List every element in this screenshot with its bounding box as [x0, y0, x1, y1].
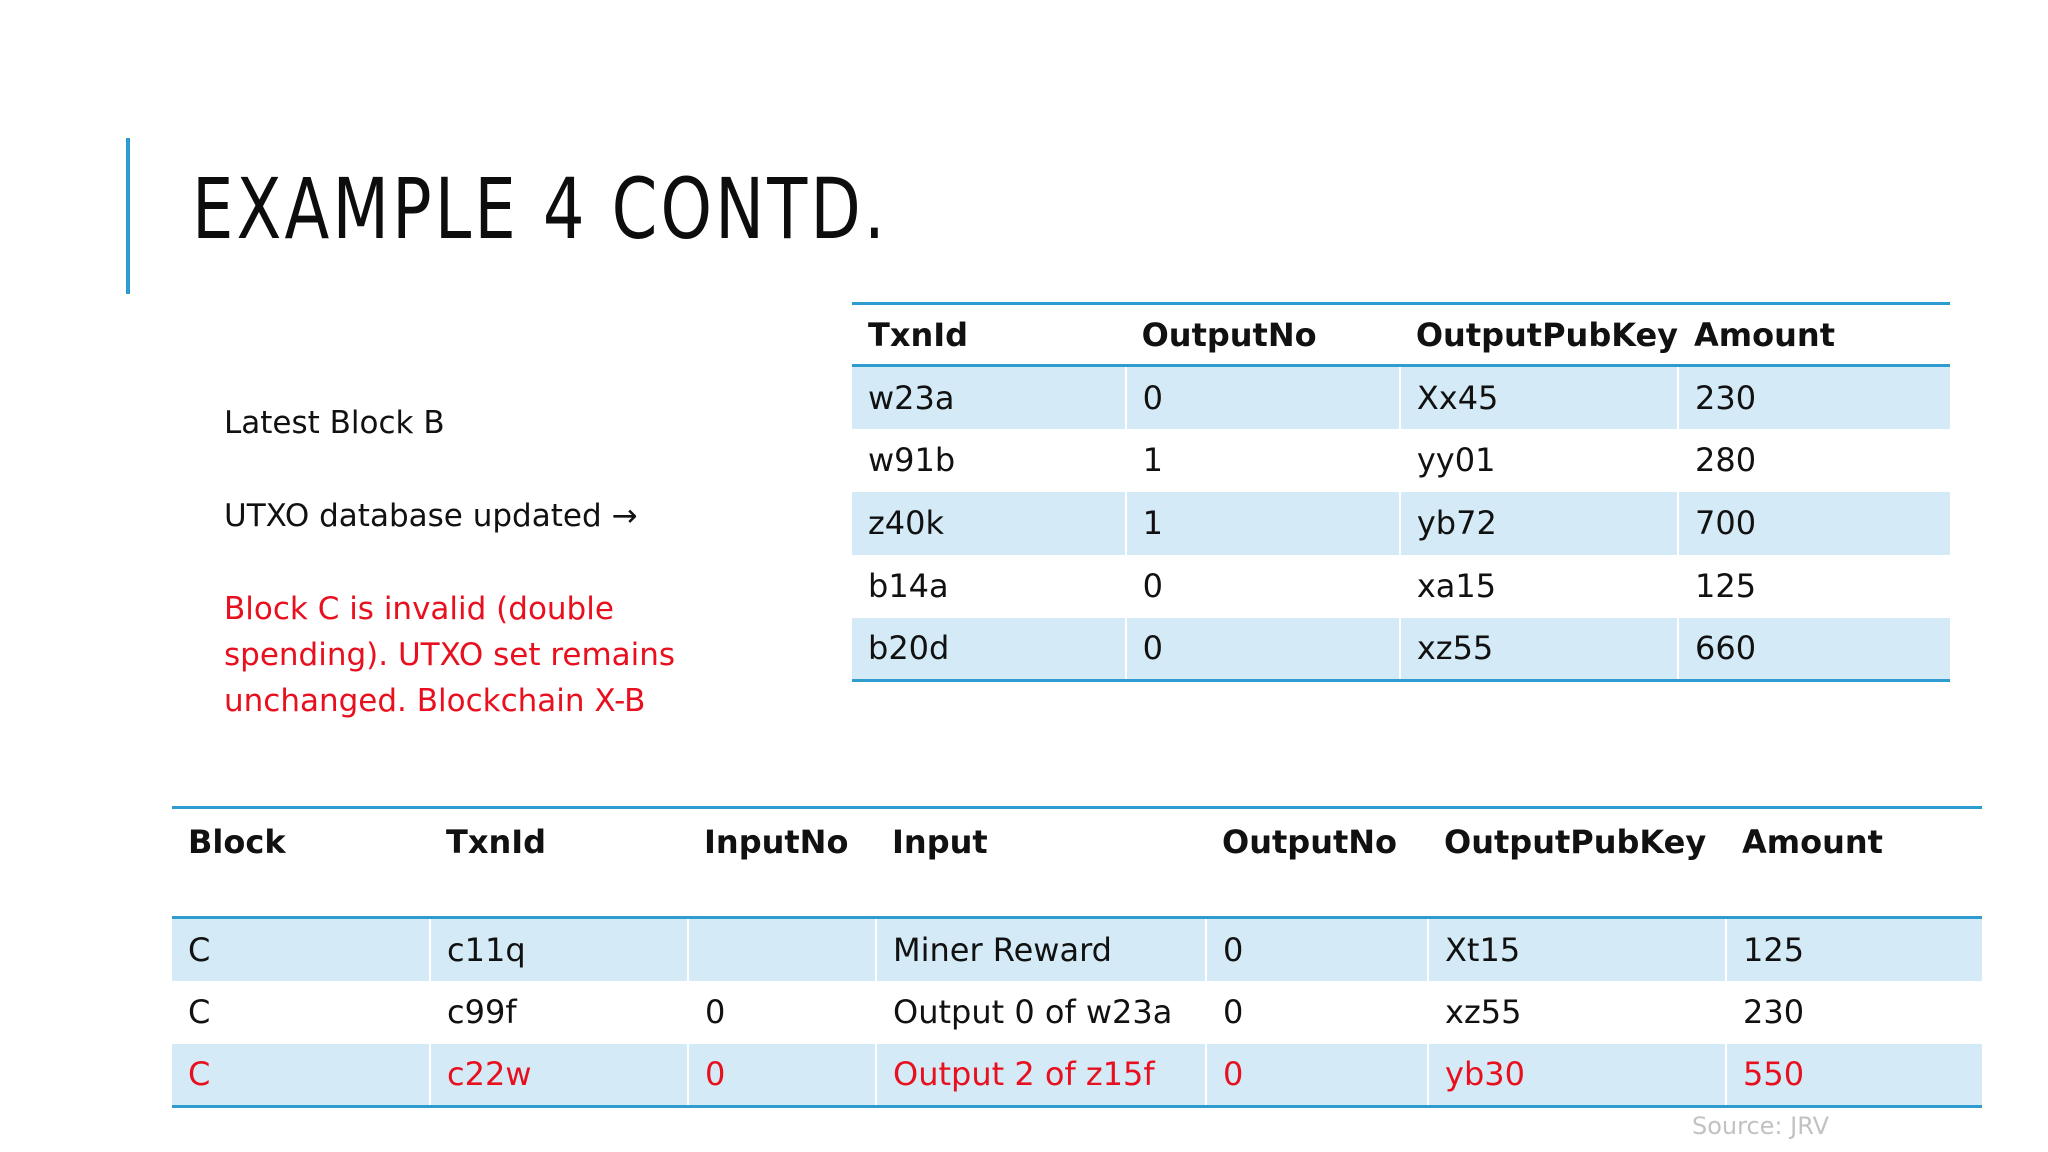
latest-block-note: Latest Block B — [224, 405, 445, 441]
title-accent-bar — [126, 138, 130, 294]
utxo-cell: w91b — [868, 441, 956, 479]
utxo-cell: xa15 — [1400, 555, 1678, 618]
utxo-table — [852, 302, 1950, 682]
block-cell: Xt15 — [1428, 918, 1726, 981]
utxo-cell: Xx45 — [1400, 366, 1678, 429]
block-cell: 0 — [688, 1044, 876, 1107]
block-cell — [688, 918, 876, 981]
block-cell: 0 — [1206, 918, 1428, 981]
block-header-block: Block — [188, 823, 286, 861]
utxo-cell: 1 — [1126, 429, 1400, 492]
block-cell: xz55 — [1428, 981, 1726, 1044]
utxo-cell: 230 — [1678, 366, 1950, 429]
utxo-cell: b14a — [868, 567, 949, 605]
block-cell: yb30 — [1428, 1044, 1726, 1107]
utxo-cell: 280 — [1678, 429, 1950, 492]
utxo-header-amount: Amount — [1694, 315, 1835, 354]
utxo-header-txnid: TxnId — [868, 315, 969, 354]
utxo-cell: b20d — [868, 629, 950, 668]
block-header-outputpubkey: OutputPubKey — [1444, 823, 1707, 861]
utxo-updated-note — [224, 493, 704, 539]
utxo-header-row — [852, 304, 1950, 366]
utxo-cell: 660 — [1678, 618, 1950, 681]
block-cell: c11q — [430, 918, 688, 981]
invalid-block-note: Block C is invalid (double spending). UTXO set remains unchanged. Blockchain X-B — [224, 591, 676, 719]
block-header-input: Input — [892, 823, 988, 861]
notes-panel — [224, 400, 704, 771]
block-cell: Output 0 of w23a — [876, 981, 1206, 1044]
utxo-cell: yy01 — [1400, 429, 1678, 492]
table-row — [852, 618, 1950, 681]
slide-title: EXAMPLE 4 CONTD. — [192, 160, 888, 258]
block-cell: C — [188, 993, 211, 1031]
block-cell: Miner Reward — [876, 918, 1206, 981]
utxo-cell: 0 — [1126, 555, 1400, 618]
invalid-table-row — [172, 1044, 1982, 1107]
block-header-txnid: TxnId — [446, 823, 547, 861]
block-cell: 550 — [1726, 1044, 1982, 1107]
utxo-cell: yb72 — [1400, 492, 1678, 555]
block-header-amount: Amount — [1742, 823, 1883, 861]
utxo-cell: 0 — [1126, 618, 1400, 681]
block-cell: 0 — [1206, 1044, 1428, 1107]
block-transactions-table — [172, 806, 1982, 1108]
table-row — [852, 555, 1950, 618]
source-credit: Source: JRV — [1692, 1112, 1830, 1140]
table-row — [172, 918, 1982, 981]
arrow-right-icon: → — [611, 498, 638, 534]
block-cell: 0 — [688, 981, 876, 1044]
table-row — [852, 492, 1950, 555]
block-cell: 0 — [1206, 981, 1428, 1044]
table-row — [852, 366, 1950, 429]
block-header-inputno: InputNo — [704, 823, 849, 861]
block-cell: 125 — [1726, 918, 1982, 981]
utxo-header-outputpubkey: OutputPubKey — [1415, 315, 1679, 354]
block-cell: C — [188, 930, 211, 969]
utxo-cell: 125 — [1678, 555, 1950, 618]
block-cell: c99f — [430, 981, 688, 1044]
block-cell: Output 2 of z15f — [876, 1044, 1206, 1107]
utxo-header-outputno: OutputNo — [1141, 315, 1317, 354]
block-header-row — [172, 808, 1982, 918]
block-cell: c22w — [430, 1044, 688, 1107]
utxo-cell: xz55 — [1400, 618, 1678, 681]
utxo-cell: w23a — [868, 378, 955, 417]
block-cell: C — [188, 1055, 211, 1094]
table-row — [172, 981, 1982, 1044]
utxo-cell: 1 — [1126, 492, 1400, 555]
utxo-cell: z40k — [868, 504, 945, 542]
utxo-cell: 0 — [1126, 366, 1400, 429]
block-header-outputno: OutputNo — [1222, 823, 1398, 861]
utxo-cell: 700 — [1678, 492, 1950, 555]
table-row — [852, 429, 1950, 492]
block-cell: 230 — [1726, 981, 1982, 1044]
utxo-updated-text: UTXO database updated — [224, 498, 602, 534]
